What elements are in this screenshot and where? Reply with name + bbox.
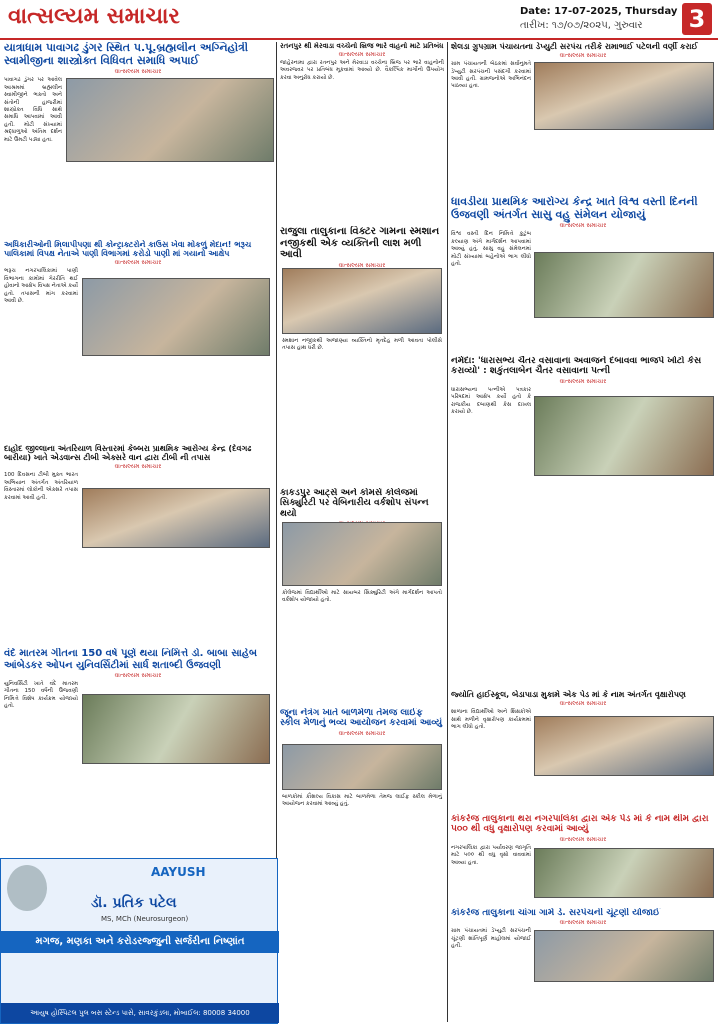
article-body: બાળકોમાં કૌશલ્ય વિકાસ માટે બાળમેળા તેમજ લાઈફ સ્કીલ મેળાનું આયોજન કરવામાં આવ્યું હતું. (282, 794, 442, 808)
article-photo (534, 848, 714, 898)
byline: વાત્સલ્યમ સમાચાર (114, 463, 162, 471)
byline: વાત્સલ્યમ સમાચાર (559, 700, 607, 708)
byline: વાત્સલ્યમ સમાચાર (114, 259, 162, 267)
headline: શેલડા ગ્રુપગ્રામ પંચાયતના ડેપ્યુટી સરપંચ તરીકે રામાભાઈ પટેલની વર્ણી કરાઈ (451, 42, 698, 51)
page-number: 3 (682, 3, 712, 35)
article-photo (82, 694, 270, 764)
ad-tagline: મગજ, મણકા અને કરોડરજ્જુની સર્જરીના નિષ્ણાંત (1, 931, 279, 953)
article-body: નગરપાલિકા દ્વારા પર્યાવરણ જાગૃતિ માટે ૫૦૦ થી વધુ વૃક્ષો વાવવામાં આવ્યા હતા. (451, 844, 531, 866)
article-bridge-ban (280, 42, 444, 222)
ad-footer: આયુષ હોસ્પિટલ પુલ બસ સ્ટેન્ડ પાસે, સાવરકુંડલા, મોબાઈલ: 80008 34000 (1, 1003, 279, 1023)
headline: જ્યોતિ હાઈસ્કૂલ, બેડાપાડા મુકામે એક પેડ માં કે નામ અંતર્ગત વૃક્ષારોપણ (451, 690, 686, 699)
headline: જૂના નેત્રંગ ખાતે બાળમેળા તેમજ લાઈફ સ્કીલ મેળાનું ભવ્ય આયોજન કરવામાં આવ્યું (280, 708, 443, 729)
article-body: જાહેરનામા દ્વારા રતનપુર અને મેરવાડા વચ્ચેના બ્રિજ પર ભારે વાહનોની અવરજવર પર પ્રતિબંધ મૂકવામાં આવ્યો છે. વૈકલ્પિક માર્ગોનો ઉપયોગ કરવા અનુરોધ કરાયો છે. (280, 60, 444, 81)
byline: વાત્સલ્યમ સમાચાર (559, 377, 607, 385)
article-body: શાળાના વિદ્યાર્થીઓ અને શિક્ષકોએ સાથે મળીને વૃક્ષારોપણ કાર્યક્રમમાં ભાગ લીધો હતો. (451, 709, 531, 731)
article-body: ધારાસભ્યના પત્નીએ પત્રકાર પરિષદમાં આક્ષેપ કર્યો હતો કે રાજકીય દબાણથી કેસ દાખલ કરાયો છે. (451, 386, 531, 415)
byline: વાત્સલ્યમ સમાચાર (559, 52, 607, 60)
article-photo (282, 522, 442, 586)
article-photo (282, 268, 442, 334)
ad-brand: AAYUSH (151, 865, 206, 879)
headline: રતનપુર થી મેરવાડા વચ્ચેનો બ્રિજ ભારે વાહનો માટે પ્રતિબંધ (280, 42, 444, 50)
article-photo (82, 278, 270, 356)
article-body: ગ્રામ પંચાયતની બેઠકમાં સર્વાનુમતે ડેપ્યુટી સરપંચની પસંદગી કરવામાં આવી હતી. ગ્રામજનોએ અભિનંદન પાઠવ્યા હતા. (451, 61, 531, 90)
headline: ધાવડીયા પ્રાથમિક આરોગ્ય કેન્દ્ર ખાતે વિશ્વ વસ્તી દિનની ઉજવણી અંતર્ગત સાસુ વહુ સંમેલન યોજાયું (451, 196, 698, 221)
article-photo (82, 488, 270, 548)
headline: કાંકરેજ તાલુકાના થરા નગરપાલિકા દ્વારા એક પેડ માં કે નામ થીમ દ્વારા ૫૦૦ થી વધુ વૃક્ષારોપણ કરવામાં આવ્યું (451, 814, 709, 835)
article-body: યુનિવર્સિટી ખાતે વંદે માતરમ ગીતના 150 વર્ષની ઉજવણી નિમિત્તે વિશેષ કાર્યક્રમ યોજાયો હતો. (4, 681, 78, 710)
headline: યાત્રાધામ પાવાગઢ ડુંગર સ્થિત પ.પૂ.બ્રહ્મલીન અગ્નિહોત્રી સ્વામીજીના શાસ્ત્રોક્ત વિધિવત સમાધિ અપાઈ (4, 42, 248, 67)
article-photo (534, 252, 714, 318)
byline: વાત્સલ્યમ સમાચાર (338, 729, 386, 737)
ad-degree: MS, MCh (Neurosurgeon) (101, 915, 189, 923)
byline: વાત્સલ્યમ સમાચાર (559, 919, 607, 927)
article-body: સ્મશાન નજીકથી અજાણ્યા વ્યક્તિનો મૃતદેહ મળી આવતા પોલીસે તપાસ હાથ ધરી છે. (282, 338, 442, 352)
article-photo (534, 716, 714, 776)
article-photo (534, 930, 714, 982)
article-photo (282, 744, 442, 790)
byline: વાત્સલ્યમ સમાચાર (559, 835, 607, 843)
article-body: ભરૂચ નગરપાલિકામાં પાણી વિભાગના કામોમાં ગેરરીતિ થઈ હોવાનો આક્ષેપ વિપક્ષ નેતાએ કર્યો હતો. તપાસની માંગ કરવામાં આવી છે. (4, 268, 78, 305)
headline: દાહોદ જીલ્લાના અંતરિયાળ વિસ્તારમાં કેબ્બરા પ્રાથમિક આરોગ્ય કેન્દ્ર (દેવગઢ બારીયા) ખાતે એડવાન્સ ટીબી એક્સરે વાન દ્વારા ટીબી ની તપાસ (4, 444, 252, 463)
date-gujarati: તારીખ: ૧૭/૦૭/૨૦૨૫, ગુરુવાર (520, 20, 643, 31)
byline: વાત્સલ્યમ સમાચાર (114, 672, 162, 679)
headline: કાકડપુર આર્ટ્સ અને કોમર્સ કોલેજમાં સિક્યુરિટી પર વેબિનારીય વર્કશોપ સંપન્ન થયો (280, 488, 429, 519)
date-english: Date: 17-07-2025, Thursday (520, 6, 678, 17)
doctor-photo (7, 865, 47, 911)
article-photo (66, 78, 274, 162)
column-divider (447, 42, 448, 1022)
headline: અધિકારીઓની મિલાપીપણા થી કોન્ટ્રાક્ટરોને કાઉંસ ખેવા મોકળું મેદાન! ભરૂચ પાલિકામાં વિપક્ષ નેતાએ પાણી વિભાગમાં કરોડો પાણી માં ગયાનો આક્ષેપ (4, 240, 252, 259)
article-body: 100 દિવસના ટીબી મુક્ત ભારત અભિયાન અંતર્ગત અંતરિયાળ વિસ્તારમાં લોકોની એક્સરે તપાસ કરવામાં આવી હતી. (4, 472, 78, 501)
article-body: વિશ્વ વસ્તી દિન નિમિત્તે કુટુંબ કલ્યાણ અંગે માર્ગદર્શન આપવામાં આવ્યું હતું. સાસુ વહુ સંમેલનમાં મોટી સંખ્યામાં બહેનોએ ભાગ લીધો હતો. (451, 231, 531, 267)
masthead (0, 0, 718, 40)
article-body: ગ્રામ પંચાયતમાં ડેપ્યુટી સરપંચની ચૂંટણી શાંતિપૂર્ણ માહોલમાં યોજાઈ હતી. (451, 928, 531, 950)
headline: વંદે માતરમ ગીતના 150 વર્ષ પૂર્ણ થયા નિમિત્તે ડો. બાબા સાહેબ આંબેડકર ઓપન યુનિવર્સિટીમાં સાર્ધ શતાબ્દી ઉજવણી (4, 648, 258, 671)
article-photo (534, 396, 714, 476)
byline: વાત્સલ્યમ સમાચાર (338, 51, 386, 59)
headline: રાજુલા તાલુકાના વિક્ટર ગામના સ્મશાન નજીકથી એક વ્યક્તિની લાશ મળી આવી (280, 226, 440, 260)
article-body: પાવાગઢ ડુંગર પર આવેલ આશ્રમમાં બ્રહ્મલીન સ્વામીજીને ભક્તો અને સંતોની હાજરીમાં શાસ્ત્રોક્ત વિધિ સાથે સમાધિ આપવામાં આવી હતી. મોટી સંખ્યામાં શ્રદ્ધાળુઓ અંતિમ દર્શન માટે ઉમટી પડ્યા હતા. (4, 77, 62, 143)
hospital-advertisement (0, 858, 278, 1024)
byline: વાત્સલ્યમ સમાચાર (338, 261, 386, 269)
headline: કાંકરેજ તાલુકાના ચાંગા ગામે ડે. સરપંચની ચૂંટણી યોજાઈ (451, 908, 660, 918)
article-photo (534, 62, 714, 130)
byline: વાત્સલ્યમ સમાચાર (559, 222, 607, 230)
headline: નર્મદા: 'ધારાસભ્ય ચૈતર વસાવાના અવાજને દબાવવા ભાજપે ખોટો કેસ કરાવ્યો' : શકુંતલાબેન ચૈતર વસાવાના પત્ની (451, 356, 702, 377)
byline: વાત્સલ્યમ સમાચાર (114, 68, 162, 76)
article-body: કોલેજમાં વિદ્યાર્થીઓ માટે સાયબર સિક્યુરિટી અંગે માર્ગદર્શન આપતો વર્કશોપ યોજાયો હતો. (282, 590, 442, 604)
newspaper-title: વાત્સલ્યમ સમાચાર (8, 4, 180, 29)
ad-doctor-name: ડૉ. પ્રતિક પટેલ (91, 895, 177, 911)
